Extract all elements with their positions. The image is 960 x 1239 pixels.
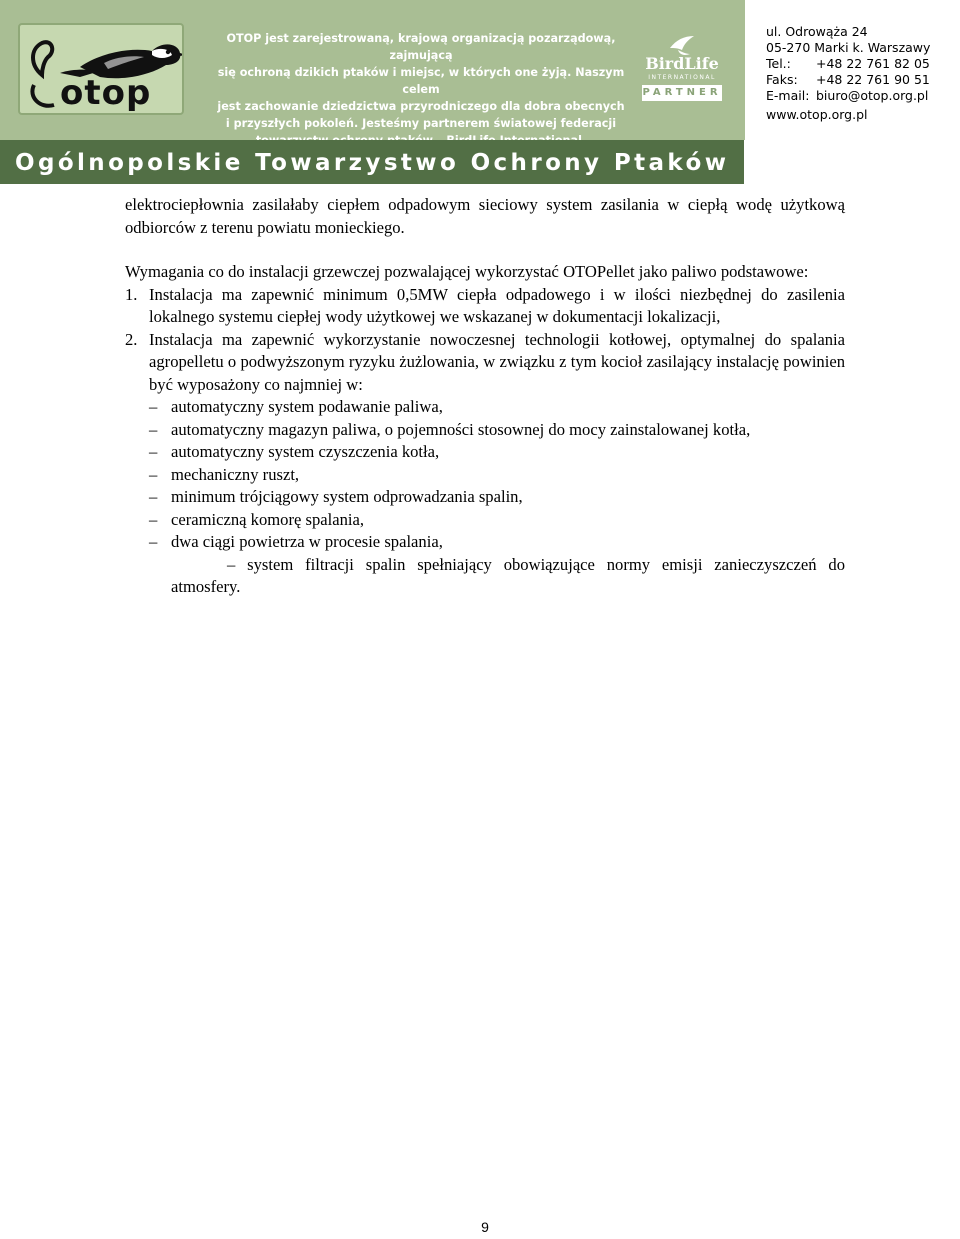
dash-marker: – [149, 419, 158, 439]
fax-label: Faks: [766, 72, 798, 87]
email-row [766, 88, 956, 104]
paragraph: Wymagania co do instalacji grzewczej pozwalającej wykorzystać OTOPellet jako paliwo podstawowe: [125, 262, 809, 281]
dash-marker: – [149, 442, 158, 461]
dash-list-item [125, 531, 845, 554]
dash-marker: – [149, 464, 158, 484]
dash-marker: – [149, 532, 158, 551]
email-label: E-mail: [766, 88, 810, 103]
numbered-item [125, 329, 845, 397]
address-line-2: 05-270 Marki k. Warszawy [766, 40, 931, 55]
item-text: Instalacja ma zapewnić minimum 0,5MW ciepła odpadowego i w ilości niezbędnej do zasilenia lokalnego systemu ciepłej wody użytkowej we wskazanej w dokumentacji lokalizacji, [149, 284, 845, 326]
birdlife-bird-icon [668, 34, 696, 56]
mission-line: jest zachowanie dziedzictwa przyrodniczego dla dobra obecnych [217, 100, 625, 113]
address-line-1: ul. Odrowąża 24 [766, 24, 868, 39]
mission-statement [207, 30, 635, 149]
dash-list-item-indented [125, 554, 845, 599]
fax-row [766, 72, 956, 88]
letterhead [0, 0, 960, 184]
logo-wordmark: otop [60, 73, 152, 113]
dash-list-item [125, 464, 845, 487]
birdlife-partner-logo [640, 34, 724, 102]
dash-marker: – [149, 509, 158, 529]
phone-row [766, 56, 956, 72]
dash-marker: – [149, 397, 158, 416]
phone-number: +48 22 761 82 05 [816, 56, 930, 71]
list-item-text: automatyczny magazyn paliwa, o pojemności stosownej do mocy zainstalowanej kotła, [171, 419, 751, 439]
list-item-text: automatyczny system podawanie paliwa, [171, 397, 443, 416]
dash-marker: – [227, 554, 236, 574]
phone-label: Tel.: [766, 56, 791, 71]
item-number: 1. [125, 284, 138, 304]
birdlife-partner-label: PARTNER [642, 85, 722, 101]
website-link[interactable]: www.otop.org.pl [766, 107, 868, 122]
list-item-text: ceramiczną komorę spalania, [171, 509, 365, 529]
list-item-text: automatyczny system czyszczenia kotła, [171, 442, 440, 461]
dash-list-item [125, 419, 845, 442]
list-item-text: minimum trójciągowy system odprowadzania spalin, [171, 487, 523, 506]
contact-block [766, 24, 956, 104]
page-number: 9 [481, 1219, 489, 1235]
list-item-text: system filtracji spalin spełniający obowiązujące normy emisji zanieczyszczeń do atmosfery. [171, 554, 845, 596]
dash-marker: – [149, 487, 158, 506]
dash-list-item [125, 441, 845, 464]
mission-line: się ochroną dzikich ptaków i miejsc, w których one żyją. Naszym celem [217, 66, 625, 96]
list-item-text: dwa ciągi powietrza w procesie spalania, [171, 532, 443, 551]
birdlife-name: BirdLife [645, 54, 719, 73]
item-number: 2. [125, 329, 138, 349]
dash-list-item [125, 509, 845, 532]
email-address[interactable]: biuro@otop.org.pl [816, 88, 929, 103]
item-text: Instalacja ma zapewnić wykorzystanie nowoczesnej technologii kotłowej, optymalnej do spalania agropelletu o podwyższonym ryzyku żużlowania, w związku z tym kocioł zasilający instalację powinien być wyposażony co najmniej w: [149, 329, 845, 394]
mission-line: i przyszłych pokoleń. Jesteśmy partnerem światowej federacji [225, 117, 617, 130]
mission-line: OTOP jest zarejestrowaną, krajową organizacją pozarządową, zajmującą [226, 32, 616, 62]
fax-number: +48 22 761 90 51 [816, 72, 930, 87]
document-body [125, 194, 845, 599]
numbered-item [125, 284, 845, 329]
paragraph: elektrociepłownia zasilałaby ciepłem odpadowym sieciowy system zasilania w ciepłą wodę użytkową odbiorców z terenu powiatu monieckiego. [125, 195, 845, 237]
birdlife-international: INTERNATIONAL [648, 74, 716, 81]
list-item-text: mechaniczny ruszt, [171, 464, 300, 484]
dash-list-item [125, 486, 845, 509]
organization-title: Ogólnopolskie Towarzystwo Ochrony Ptaków [15, 150, 730, 176]
otop-logo [18, 23, 184, 115]
dash-list-item [125, 396, 845, 419]
